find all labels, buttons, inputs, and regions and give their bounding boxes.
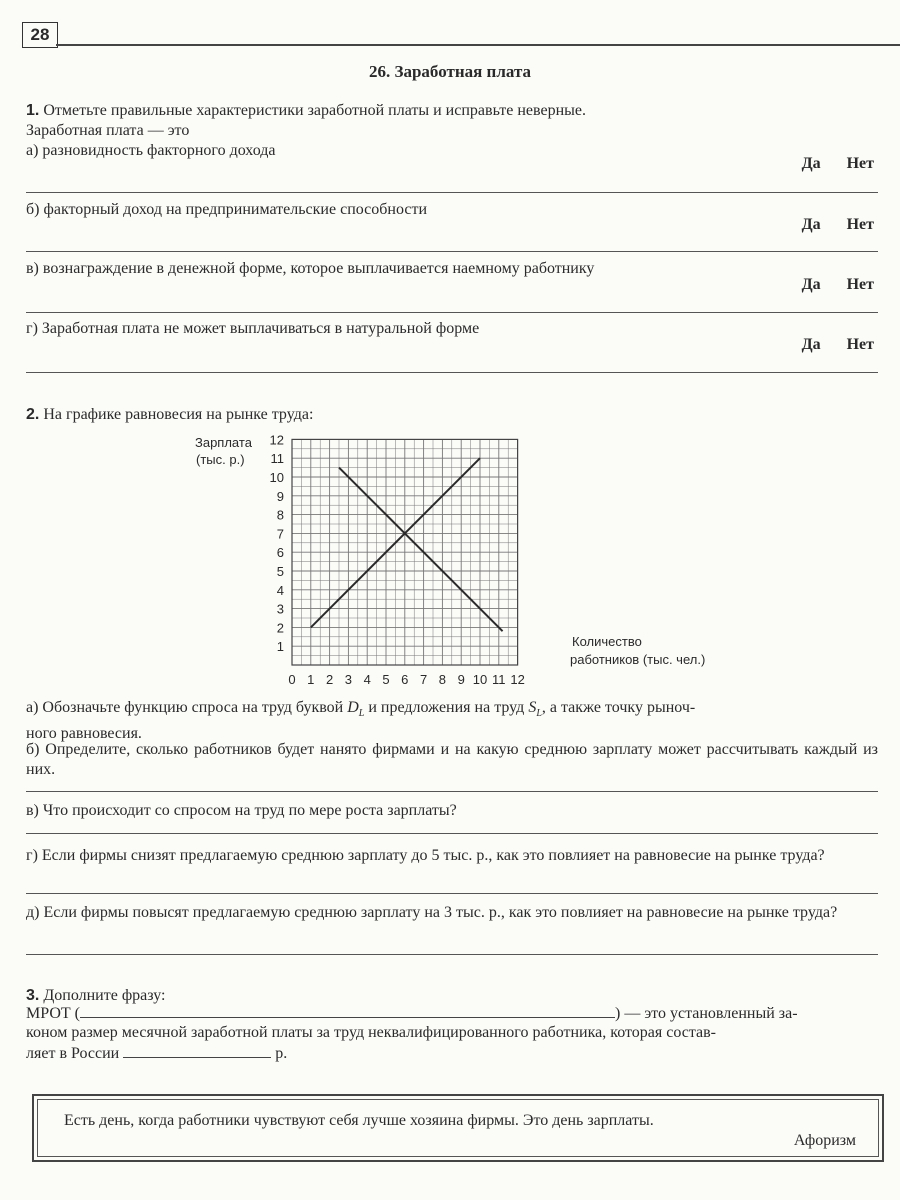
q2-task-v: в) Что происходит со спросом на труд по мере роста зарплаты? bbox=[26, 802, 457, 819]
supply-letter bbox=[528, 699, 542, 720]
y-tick-label: 8 bbox=[276, 507, 284, 523]
answer-line[interactable] bbox=[26, 791, 878, 792]
x-tick-label: 9 bbox=[457, 672, 465, 687]
q2-intro-text: На графике равновесия на рынке труда: bbox=[43, 406, 314, 423]
no-option[interactable]: Нет bbox=[846, 216, 874, 233]
answer-line[interactable] bbox=[26, 893, 878, 894]
y-tick-label: 2 bbox=[276, 620, 284, 636]
chart-series bbox=[311, 458, 503, 631]
x-tick-label: 7 bbox=[419, 672, 428, 687]
quote-text: Есть день, когда работники чувствуют себя лучше хозяина фирмы. Это день зарплаты. bbox=[64, 1112, 654, 1129]
x-tick-label: 2 bbox=[325, 672, 334, 687]
q2-task-a-line2: ного равновесия. bbox=[26, 725, 142, 743]
mrot-blank-field[interactable] bbox=[80, 1003, 615, 1018]
q3-line3-end: р. bbox=[275, 1045, 288, 1062]
x-tick-label: 5 bbox=[382, 672, 390, 687]
y-axis-label-2: (тыс. р.) bbox=[196, 452, 245, 467]
russia-amount-blank-field[interactable] bbox=[123, 1043, 271, 1058]
q2-task-a-text2: и предложения на труд bbox=[368, 699, 525, 716]
y-tick-label: 5 bbox=[276, 564, 284, 579]
x-tick-label: 3 bbox=[344, 672, 353, 687]
y-tick-label: 4 bbox=[276, 582, 284, 598]
y-tick-label: 1 bbox=[276, 639, 284, 655]
x-tick-label: 6 bbox=[401, 672, 409, 687]
yes-option[interactable]: Да bbox=[801, 155, 821, 172]
q2-task-a bbox=[26, 698, 878, 744]
q3-line3-start: ляет в России bbox=[26, 1045, 120, 1062]
answer-line[interactable] bbox=[26, 833, 878, 834]
chart-ticks bbox=[270, 432, 525, 687]
q3-line3 bbox=[26, 1043, 287, 1064]
q3-line2: коном размер месячной заработной платы за труд неквалифицированного работника, которая состав- bbox=[26, 1024, 717, 1041]
q2-number: 2. bbox=[26, 406, 40, 423]
x-tick-label: 1 bbox=[307, 672, 315, 687]
y-tick-label: 3 bbox=[276, 601, 284, 617]
q1-item-c: в) вознаграждение в денежной форме, которое выплачивается наемному работнику bbox=[26, 260, 595, 277]
q1-item-a: а) разновидность факторного дохода bbox=[26, 142, 276, 159]
y-tick-label: 11 bbox=[270, 451, 284, 467]
page-number: 28 bbox=[22, 22, 58, 48]
demand-letter bbox=[347, 699, 365, 720]
yes-option[interactable]: Да bbox=[801, 276, 821, 293]
q2-task-a-line1 bbox=[26, 698, 878, 724]
y-tick-label: 9 bbox=[276, 488, 284, 504]
x-tick-label: 0 bbox=[288, 672, 296, 687]
x-tick-label: 12 bbox=[510, 672, 525, 687]
q1-lead: Заработная плата — это bbox=[26, 122, 190, 139]
demand-subscript: L bbox=[358, 708, 365, 720]
y-tick-label: 10 bbox=[269, 470, 284, 485]
q2-task-g: г) Если фирмы снизят предлагаемую среднюю зарплату до 5 тыс. р., как это повлияет на равновесие на рынке труда? bbox=[26, 847, 825, 864]
q2-task-b: б) Определите, сколько работников будет нанято фирмами и на какую среднюю зарплату может рассчитывать каждый из них. bbox=[26, 741, 878, 778]
x-tick-label: 4 bbox=[363, 672, 371, 687]
q3-line1 bbox=[26, 1003, 878, 1024]
q1-intro-text: Отметьте правильные характеристики заработной платы и исправьте неверные. bbox=[43, 102, 586, 119]
no-option[interactable]: Нет bbox=[846, 276, 874, 293]
q2-task-a-text1: а) Обозначьте функцию спроса на труд буквой bbox=[26, 699, 344, 716]
q3-line1-start: МРОТ ( bbox=[26, 1005, 80, 1022]
yes-option[interactable]: Да bbox=[801, 216, 821, 233]
x-tick-label: 10 bbox=[472, 672, 488, 687]
q3-number: 3. bbox=[26, 987, 40, 1004]
supply-subscript: L bbox=[536, 708, 542, 720]
supply-letter-text: S bbox=[528, 699, 537, 716]
yes-option[interactable]: Да bbox=[801, 336, 821, 353]
q1-item-b: б) факторный доход на предпринимательские способности bbox=[26, 201, 428, 218]
x-axis-label-2: работников (тыс. чел.) bbox=[570, 652, 706, 667]
x-tick-label: 11 bbox=[492, 672, 506, 687]
q3-intro-text: Дополните фразу: bbox=[43, 987, 166, 1004]
page-title: 26. Заработная плата bbox=[368, 62, 532, 81]
chart-grid bbox=[292, 439, 518, 665]
q3-line1-end: ) — это установленный за- bbox=[614, 1005, 798, 1022]
demand-line bbox=[339, 468, 503, 632]
q2-task-d: д) Если фирмы повысят предлагаемую среднюю зарплату на 3 тыс. р., как это повлияет на равновесие на рынке труда? bbox=[26, 904, 838, 921]
q2-task-a-text3: , а также точку рыноч- bbox=[541, 699, 696, 716]
no-option[interactable]: Нет bbox=[846, 155, 874, 172]
y-axis-label-1: Зарплата bbox=[195, 435, 252, 450]
q1-number: 1. bbox=[26, 102, 40, 119]
q1-item-d: г) Заработная плата не может выплачиваться в натуральной форме bbox=[26, 320, 480, 337]
no-option[interactable]: Нет bbox=[846, 336, 874, 353]
y-tick-label: 12 bbox=[269, 432, 284, 448]
answer-line[interactable] bbox=[26, 954, 878, 955]
y-tick-label: 6 bbox=[276, 545, 284, 561]
x-tick-label: 8 bbox=[438, 672, 447, 687]
demand-letter-text: D bbox=[347, 699, 359, 716]
quote-author: Афоризм bbox=[793, 1132, 856, 1149]
x-axis-label-1: Количество bbox=[572, 634, 642, 649]
quote-box bbox=[32, 1094, 884, 1162]
y-tick-label: 7 bbox=[276, 526, 284, 542]
